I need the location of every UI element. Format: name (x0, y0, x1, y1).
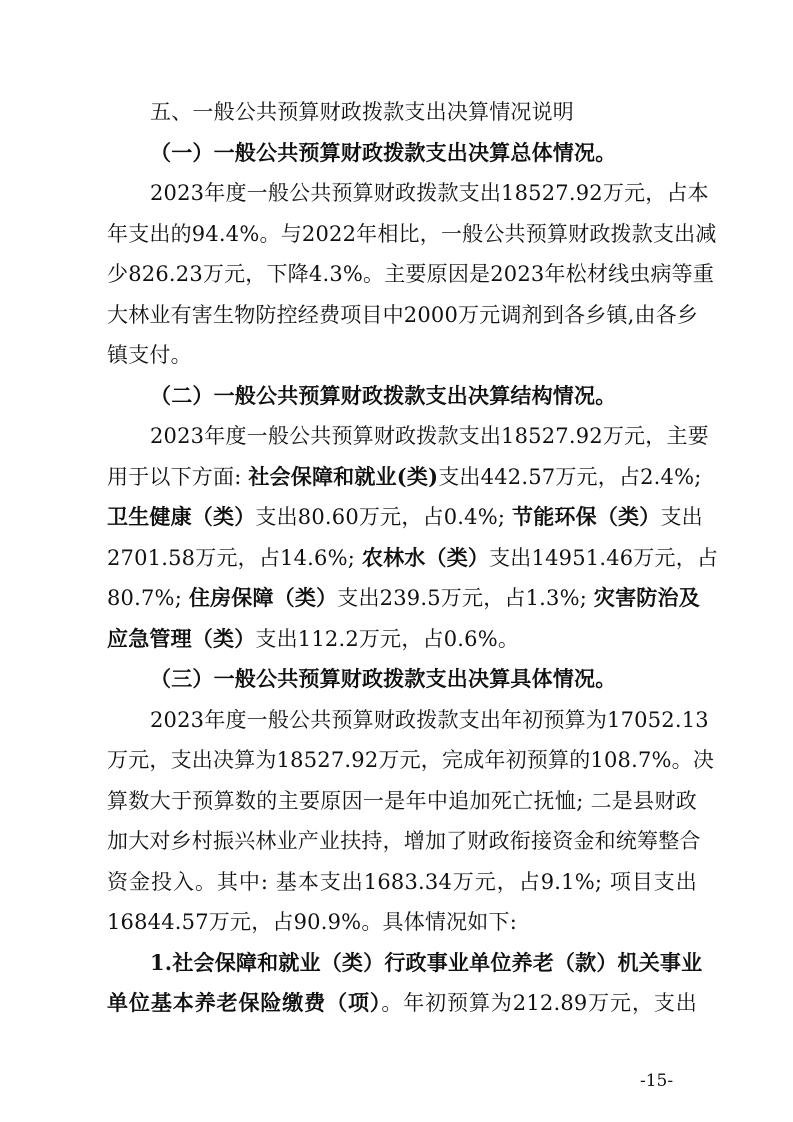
paragraph-line (107, 503, 703, 531)
paragraph-line: 2023年度一般公共预算财政拨款支出年初预算为17052.13 (150, 707, 709, 732)
paragraph-line: 万元，支出决算为18527.92万元，完成年初预算的108.7%。决 (107, 748, 715, 772)
paragraph-line: 加大对乡村振兴林业产业扶持，增加了财政衔接资金和统筹整合 (107, 829, 701, 853)
text-run: 支出14951.46万元，占 (489, 545, 719, 570)
item-label: 单位基本养老保险缴费（项） (107, 990, 382, 1015)
paragraph-line: 资金投入。其中: 基本支出1683.34万元，占9.1%; 项目支出 (107, 869, 697, 894)
text-run: 支出442.57万元，占2.4%; (438, 464, 702, 489)
page-number: -15- (640, 1071, 674, 1091)
paragraph-line: 少826.23万元，下降4.3%。主要原因是2023年松材线虫病等重 (107, 262, 715, 286)
text-run: 。年初预算为212.89万元，支出 (381, 991, 697, 1015)
paragraph-line (107, 463, 702, 491)
text-run: 支出239.5万元，占1.3%; (337, 586, 594, 610)
paragraph-line: 镇支付。 (107, 343, 192, 367)
paragraph-line (107, 989, 697, 1017)
section-title: 五、一般公共预算财政拨款支出决算情况说明 (150, 100, 574, 124)
category-label: 住房保障（类） (188, 585, 338, 610)
category-label: 社会保障和就业(类) (248, 463, 439, 489)
paragraph-line: 16844.57万元，占90.9%。具体情况如下: (107, 910, 517, 934)
paragraph-line: 2023年度一般公共预算财政拨款支出18527.92万元，占本 (150, 181, 709, 205)
paragraph-line: 年支出的94.4%。与2022年相比，一般公共预算财政拨款支出减 (107, 221, 717, 246)
category-label: 灾害防治及 (593, 585, 700, 610)
text-run: 2701.58万元，占14.6%; (107, 545, 362, 570)
paragraph-line (107, 544, 719, 572)
item-1-heading: 1.社会保障和就业（类）行政事业单位养老（款）机关事业 (150, 949, 703, 975)
text-run: 用于以下方面: (107, 464, 249, 489)
text-run: 支出 (660, 505, 703, 529)
paragraph-line (107, 584, 700, 612)
paragraph-line (107, 625, 697, 653)
paragraph-line: 2023年度一般公共预算财政拨款支出18527.92万元，主要 (150, 424, 709, 448)
paragraph-line: 大林业有害生物防控经费项目中2000万元调剂到各乡镇,由各乡 (107, 302, 699, 327)
text-run: 支出112.2万元，占0.6%。 (255, 626, 520, 651)
category-label: 农林水（类） (361, 544, 490, 570)
text-run: 支出80.60万元，占0.4%; (255, 505, 513, 529)
paragraph-line: 算数大于预算数的主要原因一是年中追加死亡抚恤; 二是县财政 (107, 788, 697, 813)
category-label: 节能环保（类） (512, 504, 661, 529)
sub-heading-1: （一）一般公共预算财政拨款支出决算总体情况。 (150, 139, 617, 165)
sub-heading-3: （三）一般公共预算财政拨款支出决算具体情况。 (150, 666, 617, 691)
category-label: 应急管理（类） (107, 625, 256, 651)
text-run: 80.7%; (107, 586, 189, 610)
category-label: 卫生健康（类） (107, 504, 256, 529)
sub-heading-2: （二）一般公共预算财政拨款支出决算结构情况。 (150, 382, 617, 408)
